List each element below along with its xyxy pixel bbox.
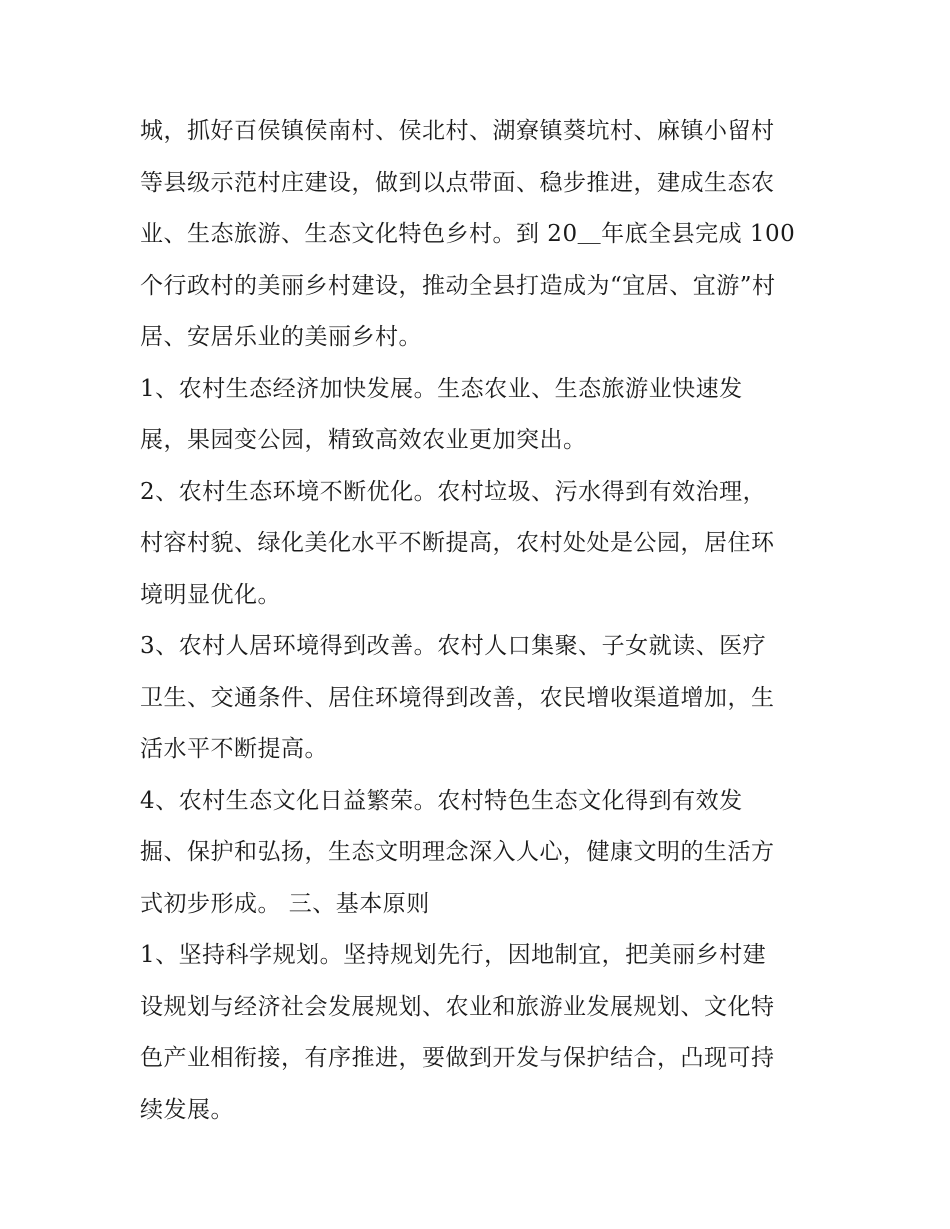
text-line: 展，果园变公园，精致高效农业更加突出。 bbox=[140, 427, 587, 453]
text-line: 4、农村生态文化日益繁荣。农村特色生态文化得到有效发 bbox=[140, 787, 743, 814]
text-line: 城，抓好百侯镇侯南村、侯北村、湖寮镇葵坑村、麻镇小留村 bbox=[140, 118, 775, 144]
text-line: 等县级示范村庄建设，做到以点带面、稳步推进，建成生态农 bbox=[140, 169, 775, 196]
text-line: 活水平不断提高。 bbox=[140, 736, 328, 762]
text-line: 卫生、交通条件、居住环境得到改善，农民增收渠道增加，生 bbox=[140, 684, 775, 711]
text-line: 1、农村生态经济加快发展。生态农业、生态旅游业快速发 bbox=[140, 375, 743, 402]
text-line: 业、生态旅游、生态文化特色乡村。到 20＿年底全县完成 100 bbox=[140, 221, 796, 247]
text-line: 色产业相衔接，有序推进，要做到开发与保护结合，凸现可持 bbox=[140, 1045, 775, 1071]
text-line: 1、坚持科学规划。坚持规划先行，因地制宜，把美丽乡村建 bbox=[140, 942, 767, 968]
text-line: 村容村貌、绿化美化水平不断提高，农村处处是公园，居住环 bbox=[140, 530, 775, 556]
text-line: 居、安居乐业的美丽乡村。 bbox=[140, 324, 422, 350]
text-line: 掘、保护和弘扬，生态文明理念深入人心，健康文明的生活方 bbox=[140, 839, 775, 865]
text-line: 3、农村人居环境得到改善。农村人口集聚、子女就读、医疗 bbox=[140, 633, 767, 659]
text-line: 式初步形成。 三、基本原则 bbox=[140, 890, 430, 917]
text-line: 个行政村的美丽乡村建设，推动全县打造成为“宜居、宜游”村 bbox=[140, 272, 776, 299]
text-line: 2、农村生态环境不断优化。农村垃圾、污水得到有效治理， bbox=[140, 478, 767, 505]
document-body bbox=[140, 106, 820, 1136]
text-line: 境明显优化。 bbox=[140, 581, 281, 608]
text-line: 续发展。 bbox=[140, 1096, 234, 1123]
text-line: 设规划与经济社会发展规划、农业和旅游业发展规划、文化特 bbox=[140, 993, 775, 1020]
